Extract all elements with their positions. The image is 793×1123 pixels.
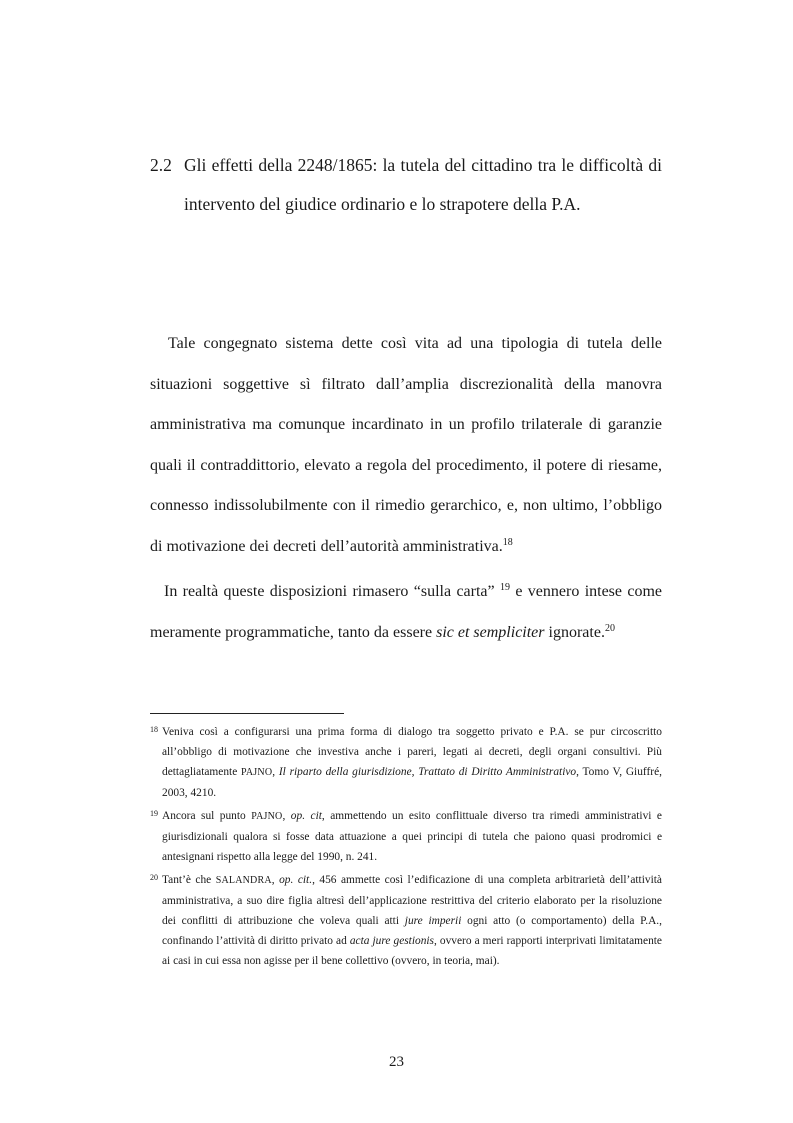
footnote-19: 19 Ancora sul punto PAJNO, op. cit, ammettendo un esito conflittuale diverso tra rimedi amministrativi e giurisdizionali qualora si fosse data attuazione a quei principi di tutela che paiono quasi prodromici e antesignani rispetto alla legge del 1990, n. 241. <box>150 809 662 863</box>
footnote-20-text: Tant’è che <box>162 874 212 886</box>
footnote-19-author: PAJNO <box>251 811 283 822</box>
footnote-ref-19[interactable]: 19 <box>500 582 510 593</box>
section-heading-line1 <box>150 146 662 185</box>
section-title-part1: Gli effetti della 2248/1865: la tutela del cittadino tra le difficoltà di <box>184 155 662 175</box>
section-heading <box>150 146 662 224</box>
footnote-18-title: Il riparto della giurisdizione, Trattato di Diritto Amministrativo <box>278 766 577 778</box>
footnote-18-text: Veniva così a configurarsi una prima forma di dialogo tra soggetto privato e P.A. se pur circoscritto all’obbligo di motivazione che investiva anche i pareri, legati ai decreti, degli organi consultivi. Più dettagliatamente <box>162 726 662 778</box>
footnote-18: 18 Veniva così a configurarsi una prima forma di dialogo tra soggetto privato e P.A. se pur circoscritto all’obbligo di motivazione che investiva anche i pareri, legati ai decreti, degli organi consultivi. Più dettagliatamente PAJNO, Il riparto della giurisdizione, Trattato di Diritto Amministrativo, Tomo V, Giuffré, 2003, 4210. <box>150 725 662 799</box>
section-heading-line2: intervento del giudice ordinario e lo strapotere della P.A. <box>184 194 581 214</box>
footnote-20-opcit: op. cit. <box>279 874 313 886</box>
body-paragraph-1 <box>150 324 662 567</box>
footnote-20-text-mid: , 456 ammette così l’edificazione di una completa arbitrarietà dell’attività amministrativa, a suo dire figlia altresì dell’applicazione restrittiva del criterio elaborato per la risoluzione dei conflitti di attribuzione che voleva quali atti <box>162 874 662 927</box>
paragraph-2-text-b: e vennero intese come meramente programmatiche, tanto da essere <box>150 583 663 641</box>
footnote-20-author: SALANDRA <box>215 875 272 886</box>
footnote-separator <box>150 713 344 714</box>
footnote-18-text-end: , Tomo V, Giuffré, 2003, 4210. <box>162 766 662 799</box>
footnote-20-italic-2: acta jure gestionis <box>349 935 434 947</box>
footnote-19-text: Ancora sul punto <box>162 810 246 822</box>
footnote-20-text-end: , ovvero a meri rapporti interprivati limitatamente ai casi in cui essa non agisse per il bene collettivo (ovvero, in teoria, mai). <box>162 935 662 967</box>
footnote-18-author: PAJNO <box>241 767 273 778</box>
footnote-20: 20 Tant’è che SALANDRA, op. cit., 456 ammette così l’edificazione di una completa arbitrarietà dell’attività amministrativa, a suo dire figlia altresì dell’applicazione restrittiva del criterio elaborato per la risoluzione dei conflitti di attribuzione che voleva quali atti jure imperii ogni atto (o comportamento) della P.A., confinando l’attività di diritto privato ad acta jure gestionis, ovvero a meri rapporti interprivati limitatamente ai casi in cui essa non agisse per il bene collettivo (ovvero, in teoria, mai). <box>150 873 662 967</box>
footnote-ref-20[interactable]: 20 <box>604 622 615 634</box>
footnote-20-italic-1: jure imperii <box>404 915 462 927</box>
paragraph-2-text-c: ignorate. <box>548 623 605 641</box>
paragraph-1-text: Tale congegnato sistema dette così vita ad una tipologia di tutela delle situazioni soggettive sì filtrato dall’amplia discrezionalità della manovra amministrativa ma comunque incardinato in un profilo trilaterale di garanzie quali il contraddittorio, elevato a regola del procedimento, il potere di riesame, connesso indissolubilmente con il rimedio gerarchico, e, non ultimo, l’obbligo di motivazione dei decreti dell’autorità amministrativa. <box>150 335 662 555</box>
footnote-18-comma: , <box>272 766 276 778</box>
footnote-ref-18[interactable]: 18 <box>502 536 513 548</box>
section-number: 2.2 <box>150 155 172 175</box>
footnote-19-text-end: , ammettendo un esito conflittuale diverso tra rimedi amministrativi e giurisdizionali qualora si fosse data attuazione a quei principi di tutela che paiono quasi prodromici e antesignani rispetto alla legge del 1990, n. 241. <box>162 810 662 863</box>
body-paragraph-2 <box>150 572 662 653</box>
paragraph-2-italic: sic et sempliciter <box>436 623 545 641</box>
footnote-19-opcit: op. cit <box>290 810 322 822</box>
footnote-20-text-mid2: ogni atto (o comportamento) della P.A., confinando l’attività di diritto privato ad <box>162 915 662 947</box>
page-number: 23 <box>389 1054 404 1070</box>
footnote-20-comma: , <box>271 874 275 886</box>
paragraph-2-text-a: In realtà queste disposizioni rimasero “sulla carta” <box>164 583 495 600</box>
footnote-19-comma: , <box>282 810 286 822</box>
